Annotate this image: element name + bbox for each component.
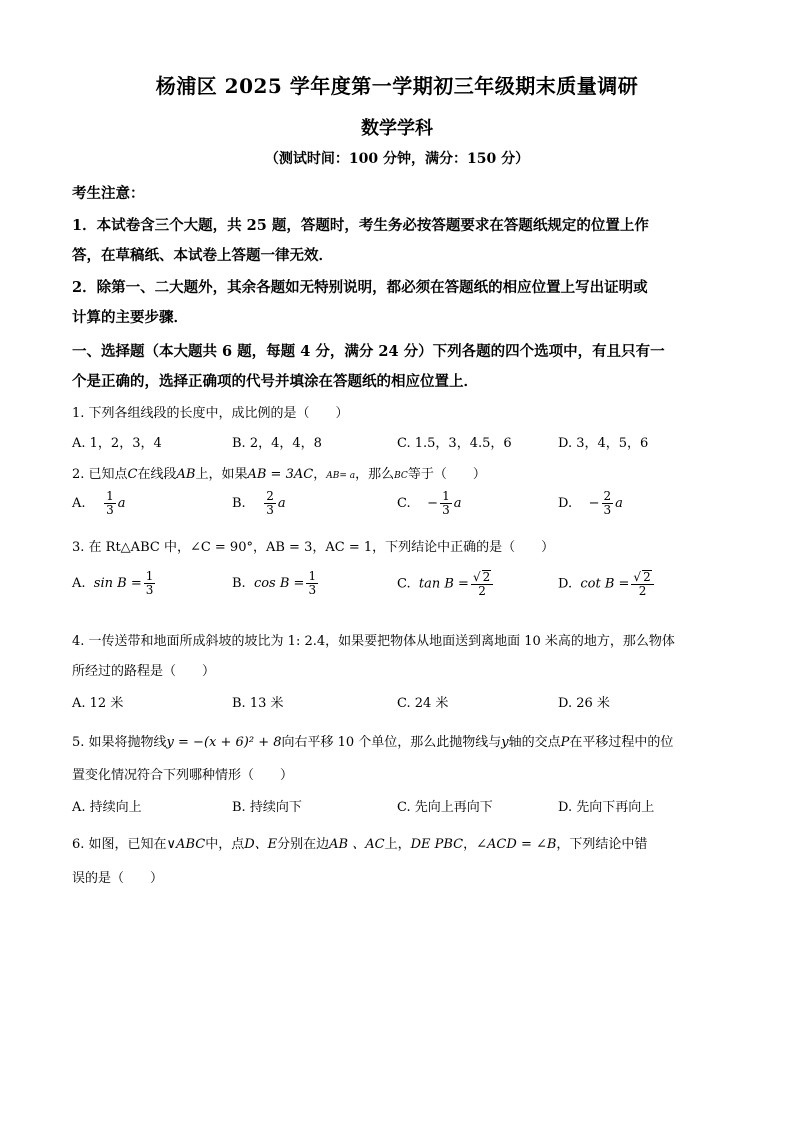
question-1-option-d: D. 3，4，5，6	[558, 436, 649, 451]
notice-item-2-line-2: 计算的主要步骤．	[72, 309, 188, 326]
question-2-option-d: D. − $\frac{2}{3}$ a	[558, 489, 623, 518]
question-2-text-e: ，那么	[355, 467, 395, 482]
question-1-stem: 1. 下列各组线段的长度中，成比例的是（ ）	[72, 406, 349, 421]
question-2-option-b: B. $\frac{2}{3}$ a	[232, 489, 286, 518]
question-2-segment-ab: AB	[176, 467, 196, 482]
question-2-text-d: ，	[313, 467, 327, 482]
section-1-heading-line-2: 个是正确的，选择正确项的代号并填涂在答题纸的相应位置上．	[72, 373, 478, 390]
subject-title: 数学学科	[361, 118, 433, 139]
question-5-parabola: y = −(x + 6)² + 8	[166, 735, 282, 750]
question-2-text-b: 在线段	[137, 467, 177, 482]
question-2-equation: AB = 3AC	[247, 467, 314, 482]
question-4-option-c: C. 24 米	[397, 696, 449, 711]
question-1-option-a: A. 1，2，3，4	[72, 436, 162, 451]
question-3-stem: 3. 在 Rt△ABC 中，∠C = 90°，AB = 3，AC = 1，下列结论中正确的是（ ）	[72, 540, 555, 555]
question-1-option-c: C. 1.5，3，4.5，6	[397, 436, 512, 451]
question-5-line-1: 5. 如果将抛物线y = −(x + 6)² + 8向右平移 10 个单位，那么此抛物线与y轴的交点P在平移过程中的位	[72, 735, 674, 750]
question-2-stem	[72, 463, 732, 482]
time-note: （测试时间：100 分钟，满分：150 分）	[264, 151, 530, 167]
question-2-point-c: C	[127, 467, 138, 482]
question-2-vector-eq: = a	[339, 471, 356, 481]
notice-item-2-line-1: 2．除第一、二大题外，其余各题如无特别说明，都必须在答题纸的相应位置上写出证明或	[72, 279, 648, 296]
question-2-option-c: C. − $\frac{1}{3}$ a	[397, 489, 462, 518]
question-4-line-2: 所经过的路程是（ ）	[72, 664, 216, 679]
notice-item-1-line-1: 1．本试卷含三个大题，共 25 题，答题时，考生务必按答题要求在答题纸规定的位置上作	[72, 217, 649, 234]
question-3-option-c: C. tan B = $\frac{√ 2}{2}$	[397, 570, 495, 598]
question-3-option-a: A. sin B = $\frac{1}{3}$	[72, 569, 154, 598]
question-2-vector-bc: BC	[394, 471, 408, 481]
question-1-option-b: B. 2，4，4，8	[232, 436, 322, 451]
question-5-line-2: 置变化情况符合下列哪种情形（ ）	[72, 768, 294, 783]
question-6-line-1: 6. 如图，已知在∨ABC中，点D、E分别在边AB 、AC上，DE PBC，∠ACD = ∠B，下列结论中错	[72, 837, 648, 852]
question-2-option-a: A. $\frac{1}{3}$ a	[72, 489, 126, 518]
notice-item-1-line-2: 答，在草稿纸、本试卷上答题一律无效．	[72, 247, 333, 264]
question-5-option-c: C. 先向上再向下	[397, 800, 493, 815]
question-2-vector-ab: AB	[326, 471, 340, 481]
question-4-option-a: A. 12 米	[72, 696, 124, 711]
question-3-option-d: D. cot B = $\frac{√ 2}{2}$	[558, 570, 656, 598]
question-6-line-2: 误的是（ ）	[72, 871, 164, 886]
exam-title: 杨浦区 2025 学年度第一学期初三年级期末质量调研	[155, 74, 639, 98]
question-2-text-f: 等于（ ）	[407, 467, 486, 482]
question-2-text-c: 上，如果	[195, 467, 248, 482]
question-4-option-b: B. 13 米	[232, 696, 284, 711]
question-2-text-a: 2. 已知点	[72, 467, 128, 482]
notice-heading: 考生注意：	[72, 185, 145, 202]
question-3-option-b: B. cos B = $\frac{1}{3}$	[232, 569, 317, 598]
question-5-option-a: A. 持续向上	[72, 800, 142, 815]
question-4-line-1: 4. 一传送带和地面所成斜坡的坡比为 1: 2.4，如果要把物体从地面送到离地面 10 米高的地方，那么物体	[72, 634, 675, 649]
section-1-heading-line-1: 一、选择题（本大题共 6 题，每题 4 分，满分 24 分）下列各题的四个选项中，有且只有一	[72, 343, 665, 360]
question-4-option-d: D. 26 米	[558, 696, 610, 711]
question-5-option-d: D. 先向下再向上	[558, 800, 655, 815]
question-5-option-b: B. 持续向下	[232, 800, 302, 815]
